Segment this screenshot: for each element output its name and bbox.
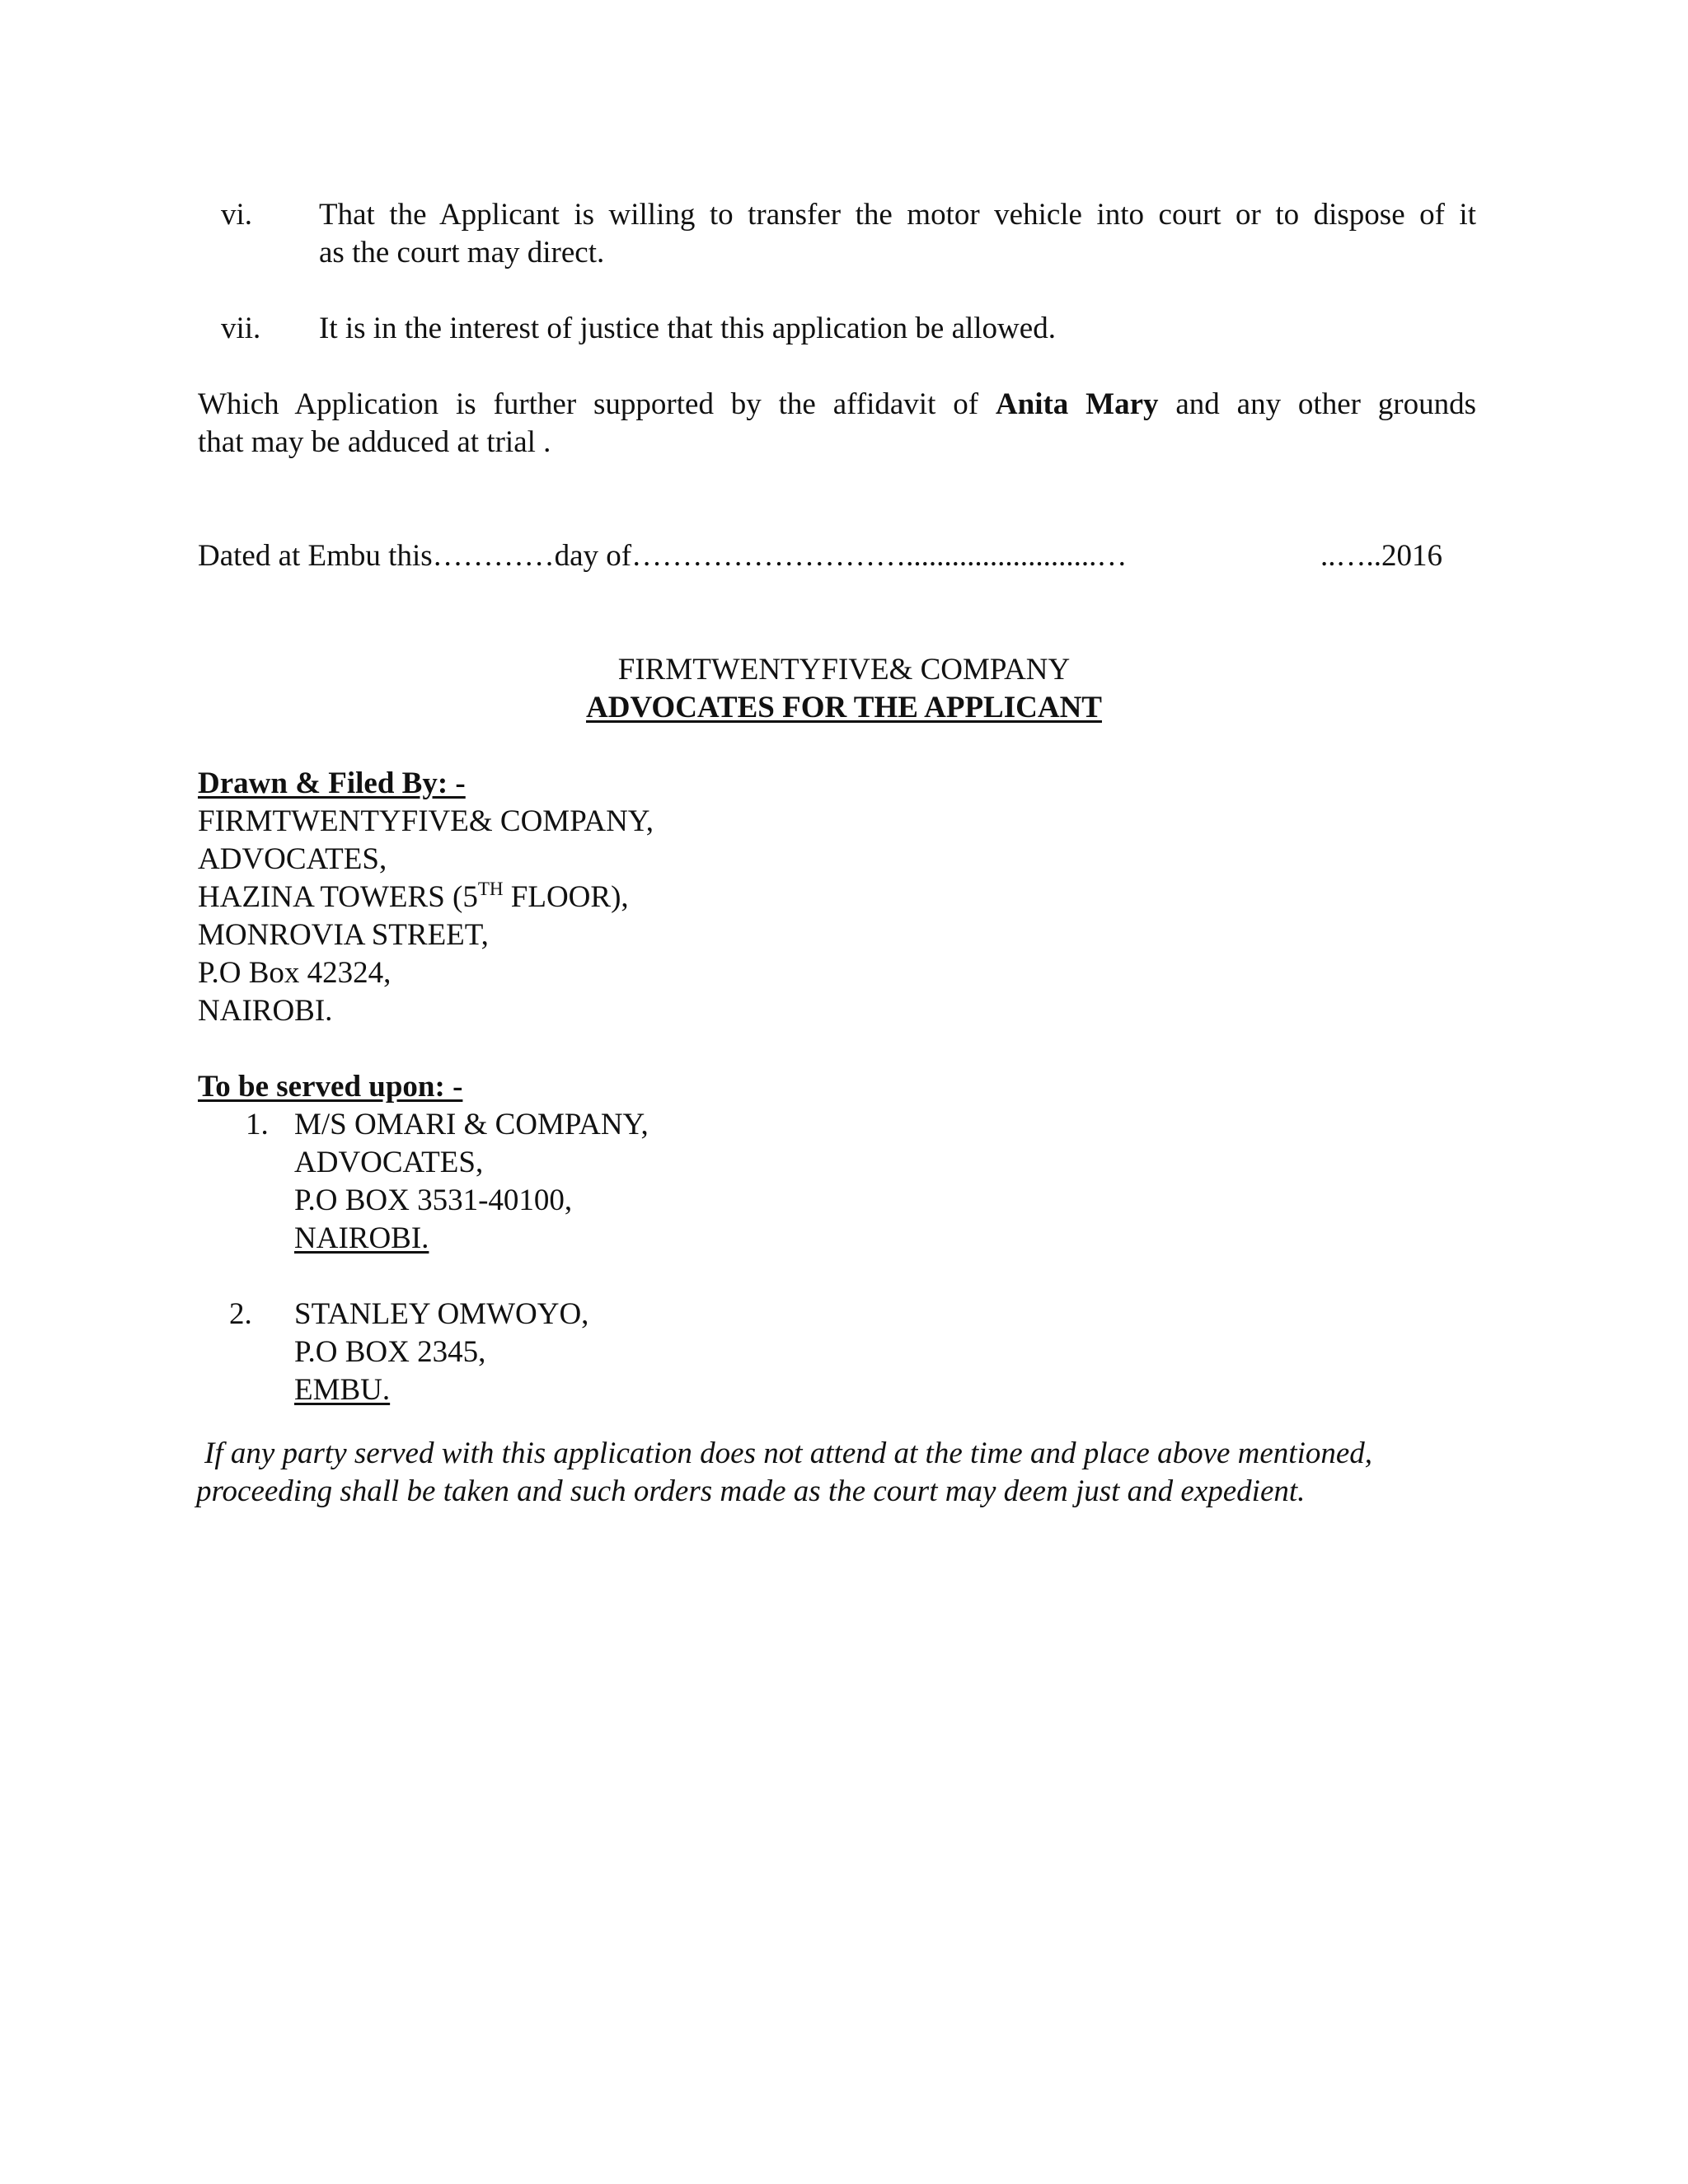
address-line: FIRMTWENTYFIVE& COMPANY, <box>198 804 654 838</box>
party-number: 2. <box>229 1297 252 1331</box>
ground-text-line: It is in the interest of justice that this application be allowed. <box>319 312 1056 345</box>
served-upon-heading: To be served upon: - <box>198 1070 463 1104</box>
support-line-2: that may be adduced at trial . <box>198 425 551 459</box>
address-line: NAIROBI. <box>198 994 333 1028</box>
address-line: MONROVIA STREET, <box>198 918 489 952</box>
notice-line-1: If any party served with this application does not attend at the time and place above mentioned, <box>204 1436 1373 1470</box>
advocates-role-label: ADVOCATES FOR THE APPLICANT <box>586 691 1102 724</box>
party-address-line: ADVOCATES, <box>294 1146 484 1179</box>
firm-name: FIRMTWENTYFIVE& COMPANY <box>617 653 1071 687</box>
address-line: P.O Box 42324, <box>198 956 392 990</box>
deponent-name: Anita Mary <box>995 387 1159 421</box>
party-address-line: M/S OMARI & COMPANY, <box>294 1108 649 1141</box>
party-address-line: P.O BOX 2345, <box>294 1335 486 1369</box>
notice-line-2: proceeding shall be taken and such orders made as the court may deem just and expedient. <box>196 1474 1306 1508</box>
party-address-line: P.O BOX 3531-40100, <box>294 1183 573 1217</box>
building-text: HAZINA TOWERS (5 <box>198 880 478 914</box>
support-line-1 <box>198 386 1476 424</box>
ground-text-line: That the Applicant is willing to transfer the motor vehicle into court or to dispose of it <box>319 198 1476 232</box>
building-text: FLOOR), <box>503 880 629 914</box>
party-address-line: STANLEY OMWOYO, <box>294 1297 589 1331</box>
ground-number: vi. <box>221 198 253 232</box>
address-line-building <box>198 879 629 916</box>
party-city: NAIROBI. <box>294 1221 429 1255</box>
party-number: 1. <box>246 1108 269 1141</box>
ground-number: vii. <box>221 312 261 345</box>
dated-year: ..…..2016 <box>1320 539 1442 573</box>
address-line: ADVOCATES, <box>198 842 387 876</box>
floor-ordinal: TH <box>477 879 504 899</box>
support-text: Which Application is further supported by the affidavit of <box>198 387 979 421</box>
advocates-for-applicant <box>0 689 1688 727</box>
ground-text-line: as the court may direct. <box>319 236 605 269</box>
support-text: and any other grounds <box>1175 387 1477 421</box>
party-city: EMBU. <box>294 1373 391 1407</box>
drawn-filed-heading: Drawn & Filed By: - <box>198 766 466 800</box>
dated-text: Dated at Embu this…………day of……………………….........................… <box>198 539 1128 573</box>
